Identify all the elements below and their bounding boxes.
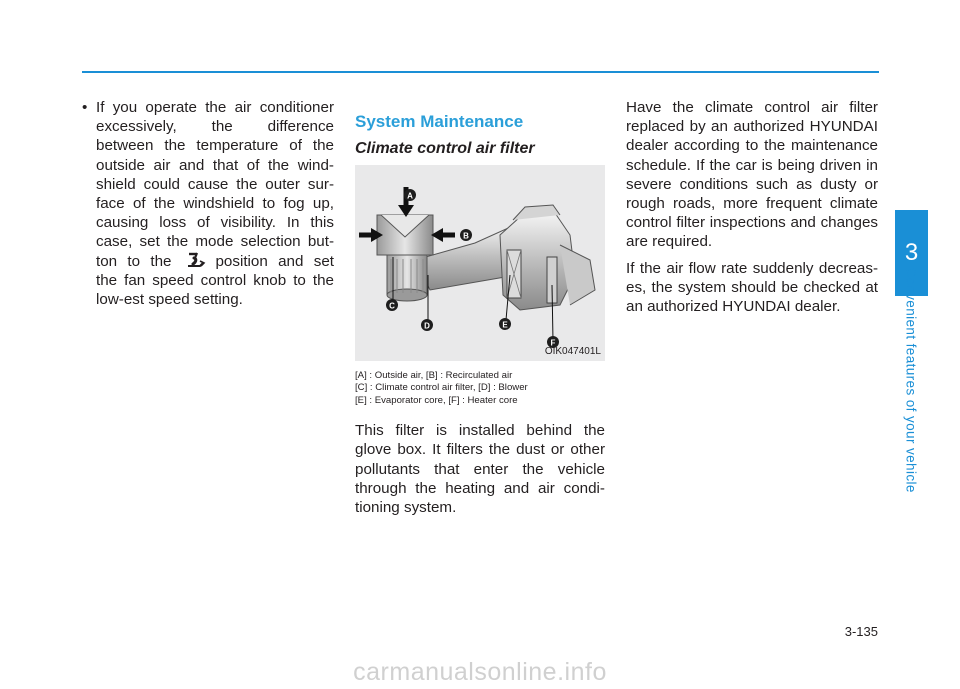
bullet-text-part2: position and set the fan speed control knob to the low-est speed setting. [96, 252, 334, 309]
svg-text:A: A [407, 191, 413, 201]
replacement-paragraph: Have the climate control air filter replaced by an authorized HYUNDAI dealer according to the maintenance schedule. If the car is being driven in severe conditions such as dusty or rough roads, more frequent climate control filter inspections and changes are required. [626, 99, 878, 251]
column-right [626, 98, 878, 316]
svg-text:D: D [424, 321, 430, 331]
section-title: System Maintenance [355, 112, 524, 131]
page-number: 3-135 [844, 624, 878, 639]
bullet-item [82, 98, 334, 309]
chapter-tab: 3 [895, 210, 928, 296]
windshield-floor-mode-icon [185, 252, 207, 268]
svg-text:F: F [550, 338, 556, 348]
column-middle [355, 98, 605, 517]
caption-line: [C] : Climate control air filter, [D] : Blower [355, 382, 528, 394]
callout-a [404, 189, 416, 201]
airflow-paragraph: If the air flow rate suddenly decreas-es, the system should be checked at an authorized HYUNDAI dealer. [626, 259, 878, 316]
callout-e [499, 318, 511, 330]
bullet-text [96, 98, 334, 309]
hvac-diagram [355, 165, 605, 361]
hvac-illustration [355, 165, 605, 361]
callout-d [421, 319, 433, 331]
column-left [82, 98, 334, 309]
chapter-label: Convenient features of your vehicle [903, 267, 919, 493]
sub-title: Climate control air filter [355, 140, 535, 157]
bullet-dot: • [82, 99, 88, 116]
filter-description: This filter is installed behind the glove box. It filters the dust or other pollutants that enter the vehicle through the heating and air condi-tioning system. [355, 422, 605, 517]
callout-c [386, 299, 398, 311]
top-rule [82, 71, 879, 73]
figure-code: OIK047401L [544, 346, 601, 357]
watermark: carmanualsonline.info [353, 658, 607, 686]
svg-text:B: B [463, 231, 469, 241]
bullet-text-part1: If you operate the air conditioner excessively, the difference between the temperature of the outside air and that of the wind-shield could cause the outer sur-face of the windshield to fog up, causing loss of visibility. In this case, set the mode selection but-ton to the [96, 99, 334, 270]
svg-text:E: E [502, 320, 508, 330]
callout-b [460, 229, 472, 241]
caption-line: [A] : Outside air, [B] : Recirculated air [355, 370, 513, 381]
caption-line: [E] : Evaporator core, [F] : Heater core [355, 394, 518, 406]
figure-caption [355, 370, 605, 407]
svg-text:C: C [389, 301, 395, 311]
